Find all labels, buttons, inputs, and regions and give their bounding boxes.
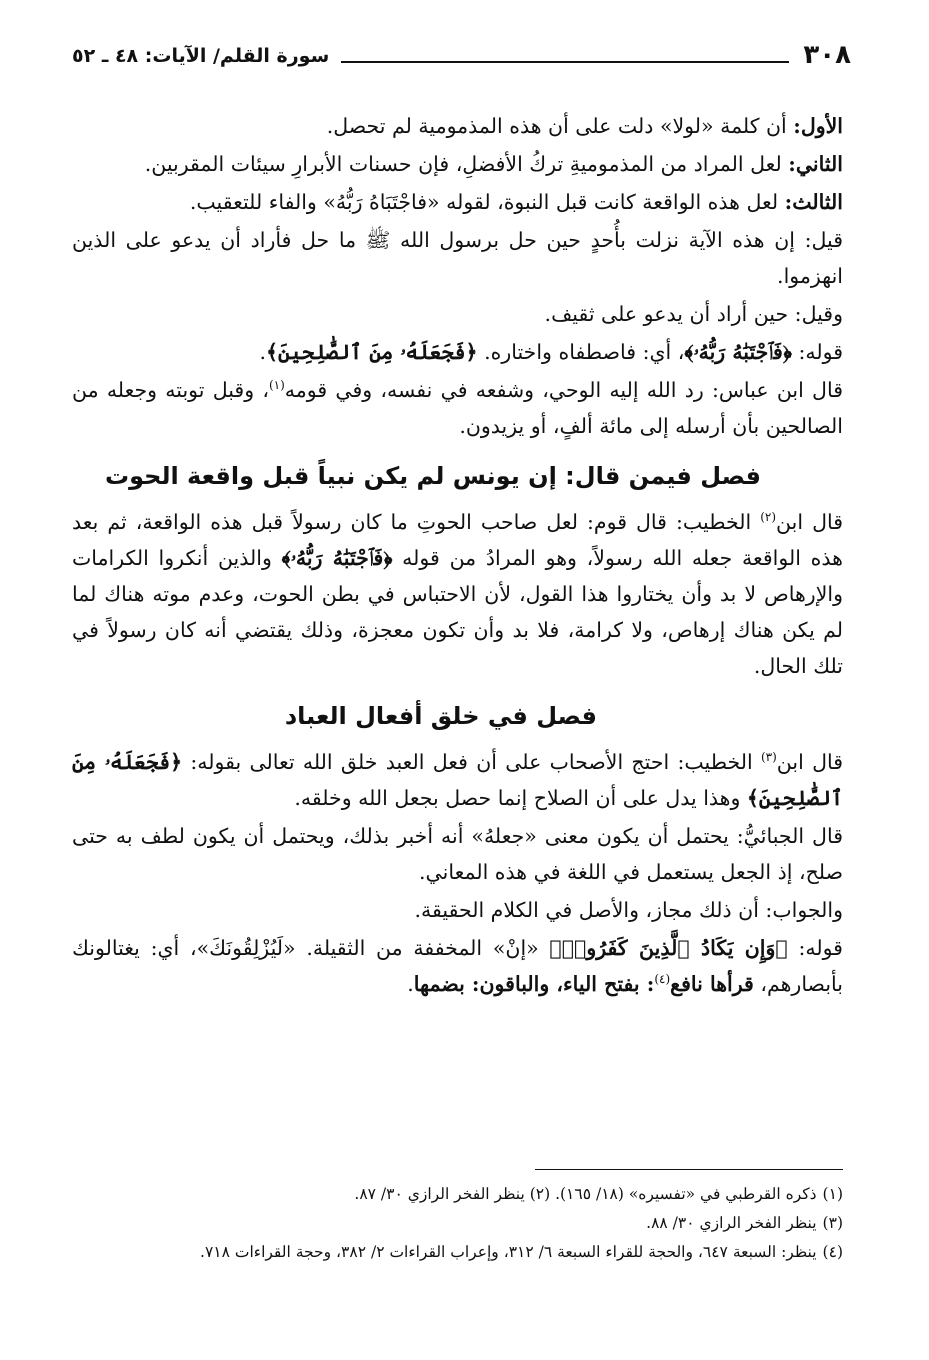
footnote-text: ينظر الفخر الرازي ٣٠/ ٨٨. — [646, 1214, 817, 1232]
running-title: سورة القلم/ الآيات: ٤٨ ـ ٥٢ — [72, 45, 330, 67]
text-run: الخطيب: قال قوم: لعل صاحب الحوتِ ما كان رسولاً قبل هذه الواقعة، ثم بعد هذه الواقعة جعله الله رسولاً، وهو المرادُ من قوله — [72, 510, 843, 570]
text-run: وهذا يدل على أن الصلاح إنما حصل بجعل الله وخلقه. — [294, 786, 747, 810]
paragraph-thaqif: وقيل: حين أراد أن يدعو على ثقيف. — [544, 302, 843, 326]
footnote-number: (١) — [822, 1185, 843, 1203]
footnote-item — [72, 1209, 843, 1238]
footnote-text: ينظر: السبعة ٦٤٧، والحجة للقراء السبعة ٦/ ٣١٢، وإعراب القراءات ٢/ ٣٨٢، وحجة القراءات ٧١٨. — [200, 1243, 817, 1261]
text-run: قال ابن — [776, 510, 844, 534]
section-heading-yunus: فصل فيمن قال: إن يونس لم يكن نبياً قبل واقعة الحوت — [104, 462, 761, 490]
section-heading-afal: فصل في خلق أفعال العباد — [284, 702, 597, 730]
quran-quote: ﴿فَٱجْتَبَٰهُ رَبُّهُۥ﴾ — [281, 546, 393, 570]
text-run: قال ابن — [776, 750, 844, 774]
page-number: ٣٠٨ — [803, 40, 851, 70]
paragraph-uhud: قيل: إن هذه الآية نزلت بأُحدٍ حين حل برسول الله ﷺ ما حل فأراد أن يدعو على الذين انهزموا. — [72, 228, 843, 288]
paragraph-lead: الأول: — [793, 114, 843, 138]
footnote-item — [72, 1180, 843, 1209]
text-run: والذين أنكروا الكرامات والإرهاص لا بد وأن يختاروا هذا القول، لأن الاحتباس في بطن الحوت، وعدم موته هناك لما لم يكن هناك إرهاص، ولا كرامة، فلا بد وأن تكون معجزة، وذلك يقتضي أنه كان رسولاً في تلك الحال. — [72, 546, 843, 678]
paragraph-third — [72, 184, 843, 220]
footnote-text: ذكره القرطبي في «تفسيره» (١٨/ ١٦٥). (٢) ينظر الفخر الرازي ٣٠/ ٨٧. — [354, 1185, 817, 1203]
text-run: قوله: — [791, 340, 843, 364]
text-run: الخطيب: احتج الأصحاب على أن فعل العبد خلق الله تعالى بقوله: — [182, 750, 761, 774]
footnote-ref: (٣) — [760, 750, 777, 765]
paragraph-answer: والجواب: أن ذلك مجاز، والأصل في الكلام الحقيقة. — [414, 898, 843, 922]
footnote-item — [72, 1238, 843, 1267]
header-rule — [341, 61, 789, 63]
page-header — [72, 36, 851, 70]
paragraph-qawluhu — [72, 334, 843, 370]
footnote-ref: (١) — [268, 378, 285, 393]
bold-run: قرأها نافع — [670, 972, 754, 996]
bold-run: : بفتح الياء، والباقون: بضمها — [413, 972, 655, 996]
footnote-ref: (٢) — [760, 510, 777, 525]
footnotes — [72, 1180, 843, 1267]
paragraph-lead: الثالث: — [784, 190, 843, 214]
text-run: . — [259, 340, 266, 364]
quran-quote: ﴿فَٱجْتَبَٰهُ رَبُّهُۥ﴾ — [684, 340, 792, 364]
paragraph-first — [72, 108, 843, 144]
paragraph-qiraat — [72, 930, 843, 1002]
text-run: ، أي: فاصطفاه واختاره. — [477, 340, 685, 364]
paragraph-text: لعل المراد من المذموميةِ تركُ الأفضلِ، فإن حسنات الأبرارِ سيئات المقربين. — [144, 152, 789, 176]
text-run: ، وقبل توبته وجعله من الصالحين بأن أرسله إلى مائة ألفٍ، أو يزيدون. — [72, 378, 843, 438]
paragraph-ibn-abbas — [72, 372, 843, 444]
quran-quote: ﴿وَإِن يَكَادُ ٱلَّذِينَ كَفَرُوا۟﴾ — [549, 936, 788, 960]
paragraph-section1 — [72, 504, 843, 684]
footnote-ref: (٤) — [654, 972, 671, 987]
text-run: قال ابن عباس: رد الله إليه الوحي، وشفعه في نفسه، وفي قومه — [284, 378, 843, 402]
text-run: «إنْ» المخففة من الثقيلة. «لَيُزْلِقُونَكَ»، أي: يغتالونك بأبصارهم، — [72, 936, 843, 996]
paragraph-text: أن كلمة «لولا» دلت على أن هذه المذمومية لم تحصل. — [326, 114, 794, 138]
paragraph-section2-first — [72, 744, 843, 816]
paragraph-text: لعل هذه الواقعة كانت قبل النبوة، لقوله «فاجْتَبَاهُ رَبُّهُ» والفاء للتعقيب. — [189, 190, 785, 214]
text-run: قوله: — [787, 936, 843, 960]
paragraph-second — [72, 146, 843, 182]
text-run: . — [407, 972, 414, 996]
main-text — [72, 108, 843, 1002]
footnote-divider — [535, 1169, 843, 1170]
paragraph-lead: الثاني: — [788, 152, 843, 176]
paragraph-jubbai: قال الجبائيُّ: يحتمل أن يكون معنى «جعلهُ» أنه أخبر بذلك، ويحتمل أن يكون لطف به حتى صلح، إذ الجعل يستعمل في اللغة في هذه المعاني. — [72, 824, 843, 884]
quran-quote: ﴿فَجَعَلَهُۥ مِنَ ٱلصَّٰلِحِينَ﴾ — [72, 750, 843, 810]
footnote-number: (٤) — [822, 1243, 843, 1261]
quran-quote: ﴿فَجَعَلَهُۥ مِنَ ٱلصَّٰلِحِينَ﴾ — [265, 340, 478, 364]
footnote-number: (٣) — [822, 1214, 843, 1232]
